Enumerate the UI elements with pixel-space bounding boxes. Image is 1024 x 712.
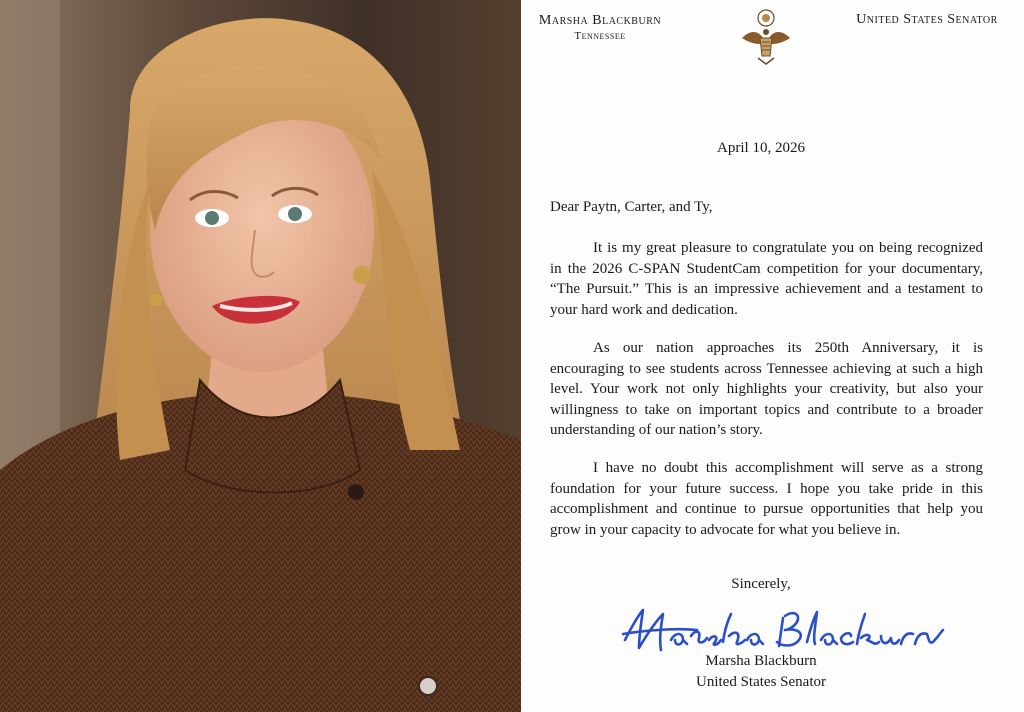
handwritten-signature bbox=[617, 600, 947, 660]
letterhead-state: Tennessee bbox=[574, 30, 626, 42]
signer-name: Marsha Blackburn bbox=[705, 653, 817, 669]
signer-title: United States Senator bbox=[696, 674, 826, 690]
letterhead-name: Marsha Blackburn bbox=[538, 13, 662, 28]
letterhead-sender bbox=[525, 12, 675, 42]
letter-salutation: Dear Paytn, Carter, and Ty, bbox=[550, 199, 713, 215]
letter-paragraph: It is my great pleasure to congratulate you on being recognized in the 2026 C-SPAN StudentCam competition for your documentary, “The Pursuit.” This is an impressive achievement and a testament to your hard work and dedication. bbox=[550, 240, 983, 318]
letter-paragraph: As our nation approaches its 250th Anniversary, it is encouraging to see students across Tennessee achieving at such a high level. Your work not only highlights your creativity, but also your willingness to take on important topics and contribute to a broader understanding of our nation’s story. bbox=[550, 340, 983, 438]
senate-seal-eagle-icon bbox=[736, 8, 796, 68]
letter-closing: Sincerely, bbox=[731, 576, 791, 592]
letter-paragraph: I have no doubt this accomplishment will serve as a strong foundation for your future success. I hope you take pride in this accomplishment and continue to pursue opportunities that help you grow in your capacity to advocate for what you believe in. bbox=[550, 460, 983, 538]
letterhead-office: United States Senator bbox=[856, 12, 998, 27]
letter-date: April 10, 2026 bbox=[717, 140, 805, 156]
congratulatory-letter bbox=[521, 0, 1024, 712]
